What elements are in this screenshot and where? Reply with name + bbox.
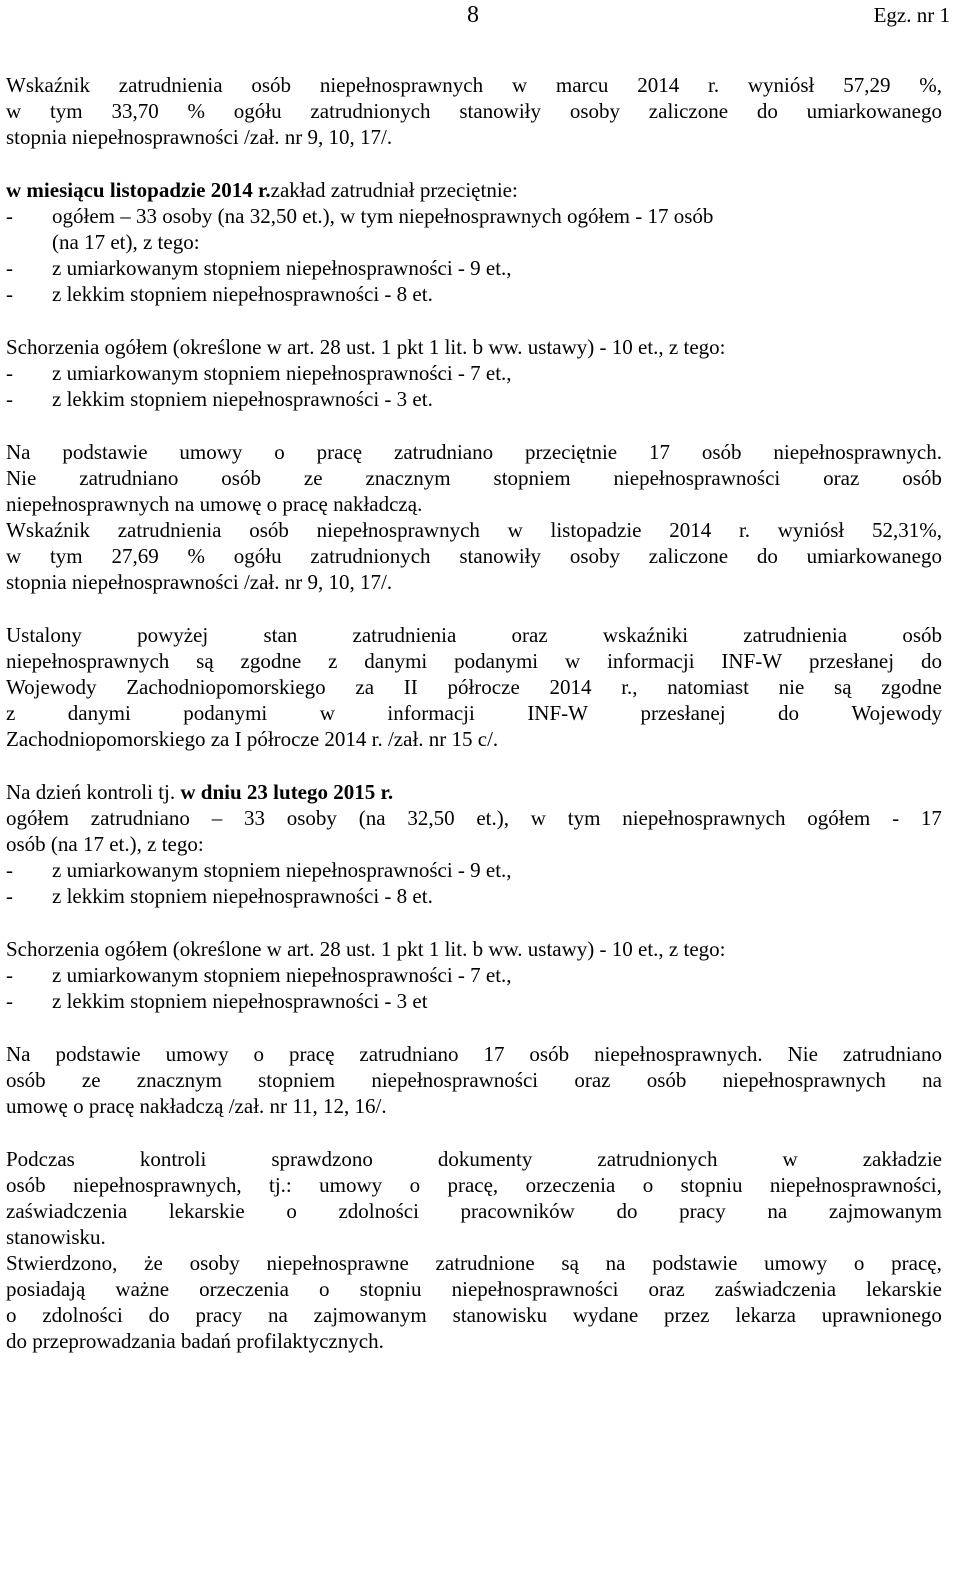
word: zajmowanym	[313, 1303, 427, 1327]
word: wyniósł	[777, 518, 845, 542]
word: -	[892, 806, 900, 830]
word: sprawdzono	[271, 1147, 373, 1171]
word: w	[319, 701, 335, 725]
word: tym	[49, 544, 83, 568]
word: umowy	[165, 1042, 229, 1066]
word: w	[507, 518, 523, 542]
word: do	[616, 1199, 638, 1223]
list-item: - z lekkim stopniem niepełnosprawności - 8 et.	[6, 884, 433, 908]
page-number: 8	[467, 2, 479, 28]
word: niepełnosprawności,	[769, 1173, 942, 1197]
text-line: Schorzenia ogółem (określone w art. 28 ust. 1 pkt 1 lit. b ww. ustawy) - 10 et., z tego:	[6, 335, 726, 359]
word: wskaźniki	[602, 623, 689, 647]
word: 17	[648, 440, 670, 464]
word: 27,69	[111, 544, 159, 568]
word: zatrudnienia	[743, 623, 848, 647]
word: stopniem	[493, 466, 571, 490]
word: niepełnosprawnych	[622, 806, 786, 830]
word: niepełnosprawne	[266, 1251, 409, 1275]
word: pracę	[288, 1042, 335, 1066]
word: oraz	[648, 1277, 685, 1301]
word: w	[565, 649, 581, 673]
word: stanowisku	[452, 1303, 548, 1327]
text-line: stopnia niepełnosprawności /zał. nr 9, 10, 17/.	[6, 570, 393, 594]
word: Wojewody	[6, 675, 97, 699]
word: zatrudniano	[90, 806, 190, 830]
word: zatrudnione	[435, 1251, 535, 1275]
word: o	[6, 1303, 17, 1327]
word: zgodne	[881, 675, 942, 699]
word: przez	[664, 1303, 710, 1327]
word: stan	[263, 623, 298, 647]
word: półrocze	[447, 675, 520, 699]
word: Wskaźnik	[6, 518, 90, 542]
word: za	[355, 675, 375, 699]
word: nie	[778, 675, 805, 699]
word: podstawie	[55, 1042, 141, 1066]
text-line: Schorzenia ogółem (określone w art. 28 ust. 1 pkt 1 lit. b ww. ustawy) - 10 et., z tego:	[6, 937, 726, 961]
bold-date-phrase: w miesiącu listopadzie 2014 r.	[6, 178, 271, 202]
word: zatrudniano	[394, 440, 494, 464]
word: zatrudnionych	[310, 544, 431, 568]
word: posiadają	[6, 1277, 86, 1301]
word: zaliczone	[648, 99, 729, 123]
word: 57,29	[843, 73, 891, 97]
word: znacznym	[136, 1068, 222, 1092]
word: –	[211, 806, 223, 830]
word: niepełnosprawnych.	[594, 1042, 763, 1066]
word: w	[530, 806, 546, 830]
word: przesłanej	[640, 701, 726, 725]
word: podanymi	[454, 649, 539, 673]
word: Na	[6, 440, 31, 464]
word: danymi	[364, 649, 428, 673]
word: z	[328, 649, 338, 673]
text-line	[6, 1276, 942, 1302]
word: ze	[303, 466, 323, 490]
word: tj.:	[269, 1173, 292, 1197]
text-line	[6, 72, 942, 98]
list-item: - z umiarkowanym stopniem niepełnosprawności - 7 et.,	[6, 361, 512, 385]
word: zaświadczenia	[6, 1199, 128, 1223]
word: 33	[243, 806, 265, 830]
word: Zachodniopomorskiego	[126, 675, 326, 699]
word: oraz	[574, 1068, 611, 1092]
word: tym	[567, 806, 601, 830]
word: o	[853, 1251, 865, 1275]
word: że	[144, 1251, 163, 1275]
word: niepełnosprawności	[451, 1277, 619, 1301]
word: oraz	[511, 623, 548, 647]
text-line: umowę o pracę nakładczą /zał. nr 11, 12, 16/.	[6, 1094, 387, 1118]
list-item: - z umiarkowanym stopniem niepełnosprawności - 9 et.,	[6, 256, 512, 280]
word: osób	[701, 440, 742, 464]
bold-date-phrase: w dniu 23 lutego 2015 r.	[180, 780, 394, 804]
word: %	[187, 544, 205, 568]
word: osób	[6, 1068, 46, 1092]
word: zatrudnienia	[117, 518, 222, 542]
word: dokumenty	[437, 1147, 533, 1171]
word: niepełnosprawności	[613, 466, 781, 490]
text-line	[6, 439, 942, 465]
word: informacji	[607, 649, 695, 673]
word: zdolności	[42, 1303, 123, 1327]
word: 32,50	[407, 806, 455, 830]
word: zatrudnienia	[118, 73, 223, 97]
word: 2014	[637, 73, 680, 97]
word: są	[834, 675, 852, 699]
word: zgodne	[240, 649, 302, 673]
word: do	[778, 701, 800, 725]
text-line: Zachodniopomorskiego za I półrocze 2014 r. /zał. nr 15 c/.	[6, 727, 499, 751]
word: tym	[49, 99, 83, 123]
word: Na	[6, 1042, 31, 1066]
word: umowy	[319, 1173, 383, 1197]
text-line	[6, 674, 942, 700]
word: stopniu	[359, 1277, 422, 1301]
word: Nie	[6, 466, 37, 490]
word: et.),	[476, 806, 510, 830]
text-line: stanowisku.	[6, 1225, 106, 1249]
list-item: - z lekkim stopniem niepełnosprawności - 8 et.	[6, 282, 433, 306]
word: r.,	[621, 675, 638, 699]
word: umowy	[179, 440, 243, 464]
word: o	[286, 1199, 297, 1223]
word: INF-W	[527, 701, 588, 725]
word: II	[403, 675, 418, 699]
document-body	[6, 72, 942, 1354]
text-line	[6, 648, 942, 674]
word: pracowników	[460, 1199, 575, 1223]
word: Wojewody	[851, 701, 942, 725]
word: osoby	[569, 544, 620, 568]
word: zatrudnionych	[310, 99, 431, 123]
text-line	[6, 1041, 942, 1067]
word: niepełnosprawności	[371, 1068, 539, 1092]
word: oraz	[823, 466, 860, 490]
word: są	[196, 649, 214, 673]
text-line: (na 17 et), z tego:	[52, 230, 200, 254]
word: natomiast	[667, 675, 749, 699]
word: orzeczenia	[199, 1277, 289, 1301]
word: do	[920, 649, 942, 673]
word: osoby	[569, 99, 620, 123]
word: o	[319, 1277, 330, 1301]
word: niepełnosprawnych	[722, 1068, 886, 1092]
word: lekarza	[735, 1303, 796, 1327]
text-line	[6, 1198, 942, 1224]
word: na	[922, 1068, 942, 1092]
word: znacznym	[365, 466, 451, 490]
word: niepełnosprawnych	[316, 518, 480, 542]
word: pracę,	[447, 1173, 499, 1197]
word: umiarkowanego	[806, 99, 942, 123]
word: %,	[919, 73, 942, 97]
word: wyniósł	[747, 73, 815, 97]
word: marcu	[555, 73, 609, 97]
word: stopniem	[258, 1068, 336, 1092]
word: pracy	[679, 1199, 726, 1223]
list-item: - z umiarkowanym stopniem niepełnosprawności - 9 et.,	[6, 858, 512, 882]
word: ogółem	[6, 806, 69, 830]
word: w	[6, 544, 22, 568]
word: INF-W	[721, 649, 783, 673]
word: o	[642, 1173, 654, 1197]
word: ogółem	[807, 806, 871, 830]
word: zaliczone	[648, 544, 729, 568]
word: ogółu	[233, 99, 282, 123]
word: powyżej	[137, 623, 209, 647]
word: uprawnionego	[821, 1303, 942, 1327]
word: zatrudnienia	[352, 623, 457, 647]
word: osób	[6, 1173, 46, 1197]
word: niepełnosprawnych.	[773, 440, 942, 464]
word: osób	[529, 1042, 570, 1066]
word: kontroli	[139, 1147, 207, 1171]
word: zatrudniano	[79, 466, 179, 490]
word: do	[756, 544, 778, 568]
word: zdolności	[338, 1199, 419, 1223]
word: pracę,	[891, 1251, 942, 1275]
word: niepełnosprawnych	[6, 649, 170, 673]
word: do	[756, 99, 778, 123]
word: na	[605, 1251, 626, 1275]
word: 17	[483, 1042, 505, 1066]
word: r.	[707, 73, 720, 97]
word: lekarskie	[168, 1199, 245, 1223]
word: 52,31%,	[871, 518, 942, 542]
word: r.	[738, 518, 751, 542]
word: 33,70	[111, 99, 159, 123]
word: Ustalony	[6, 623, 82, 647]
word: osoby	[286, 806, 337, 830]
text-line	[6, 1302, 942, 1328]
word: podanymi	[183, 701, 268, 725]
word: ogółu	[233, 544, 282, 568]
word: podstawie	[652, 1251, 738, 1275]
word: (na	[358, 806, 386, 830]
text-line: do przeprowadzania badań profilaktycznych.	[6, 1329, 384, 1353]
list-item: - z lekkim stopniem niepełnosprawności - 3 et.	[6, 387, 433, 411]
list-item: - z umiarkowanym stopniem niepełnosprawności - 7 et.,	[6, 963, 512, 987]
text-line	[6, 805, 942, 831]
word: 2014	[549, 675, 592, 699]
word: umiarkowanego	[806, 544, 942, 568]
page-header	[0, 2, 960, 36]
word: ważne	[115, 1277, 170, 1301]
text-line	[6, 1067, 942, 1093]
word: pracy	[195, 1303, 243, 1327]
text-line: niepełnosprawnych na umowę o pracę nakładczą.	[6, 492, 423, 516]
word: osób	[221, 466, 261, 490]
word: ze	[81, 1068, 101, 1092]
text-line	[6, 543, 942, 569]
list-item: - z lekkim stopniem niepełnosprawności - 3 et	[6, 989, 428, 1013]
word: przeciętnie	[525, 440, 618, 464]
text-line	[6, 1250, 942, 1276]
word: o	[409, 1173, 421, 1197]
word: na	[267, 1303, 288, 1327]
word: zatrudniano	[842, 1042, 942, 1066]
word: 17	[920, 806, 942, 830]
word: zatrudniano	[359, 1042, 459, 1066]
word: osób	[902, 623, 942, 647]
word: o	[253, 1042, 265, 1066]
word: Wskaźnik	[6, 73, 90, 97]
word: podstawie	[62, 440, 148, 464]
text-line	[6, 465, 942, 491]
word: stanowiły	[459, 544, 542, 568]
text-line	[6, 98, 942, 124]
word: przesłanej	[808, 649, 895, 673]
text-line: Na dzień kontroli tj. w dniu 23 lutego 2015 r.	[6, 780, 394, 804]
word: 2014	[669, 518, 712, 542]
word: z	[6, 701, 16, 725]
word: listopadzie	[550, 518, 642, 542]
word: w	[782, 1147, 798, 1171]
word: lekarskie	[866, 1277, 942, 1301]
word: osób	[249, 518, 289, 542]
word: osób	[902, 466, 942, 490]
word: niepełnosprawnych	[319, 73, 484, 97]
word: Podczas	[6, 1147, 75, 1171]
word: osób	[251, 73, 292, 97]
list-item: - ogółem – 33 osoby (na 32,50 et.), w tym niepełnosprawnych ogółem - 17 osób	[6, 204, 714, 228]
copy-number-label: Egz. nr 1	[873, 3, 950, 27]
word: niepełnosprawnych,	[73, 1173, 242, 1197]
word: zakładzie	[862, 1147, 942, 1171]
word: do	[148, 1303, 170, 1327]
word: danymi	[67, 701, 131, 725]
text-line	[6, 517, 942, 543]
word: na	[767, 1199, 788, 1223]
text-line: stopnia niepełnosprawności /zał. nr 9, 10, 17/.	[6, 125, 393, 149]
word: Nie	[787, 1042, 818, 1066]
text-line: w miesiącu listopadzie 2014 r. zakład zatrudniał przeciętnie:	[6, 178, 518, 202]
word: o	[274, 440, 285, 464]
word: w	[511, 73, 528, 97]
word: zajmowanym	[828, 1199, 942, 1223]
word: osób	[646, 1068, 687, 1092]
word: Stwierdzono,	[6, 1251, 118, 1275]
word: zatrudnionych	[597, 1147, 718, 1171]
word: wydane	[572, 1303, 639, 1327]
word: %	[187, 99, 205, 123]
word: informacji	[387, 701, 475, 725]
word: orzeczenia	[525, 1173, 616, 1197]
text-line	[6, 1146, 942, 1172]
word: stanowiły	[459, 99, 542, 123]
text-line	[6, 700, 942, 726]
word: osoby	[189, 1251, 240, 1275]
word: w	[6, 99, 22, 123]
word: umowy	[764, 1251, 828, 1275]
word: stopniu	[680, 1173, 743, 1197]
text-line	[6, 1172, 942, 1198]
word: są	[561, 1251, 579, 1275]
text-line	[6, 622, 942, 648]
text-line: osób (na 17 et.), z tego:	[6, 832, 204, 856]
word: zaświadczenia	[714, 1277, 837, 1301]
word: pracę	[316, 440, 363, 464]
